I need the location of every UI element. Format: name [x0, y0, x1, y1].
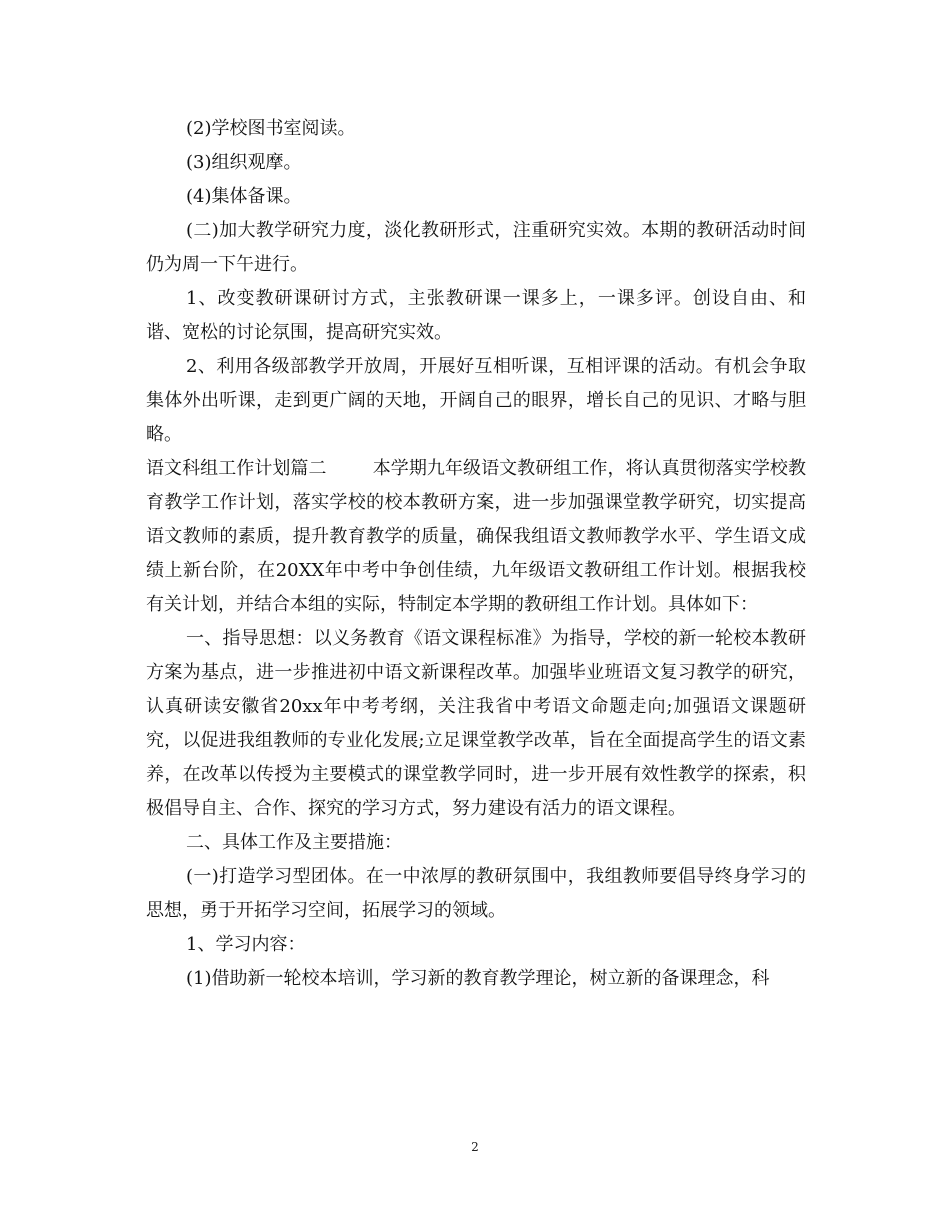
paragraph-6: 2、利用各级部教学开放周，开展好互相听课，互相评课的活动。有机会争取集体外出听课，走到更广阔的天地，开阔自己的眼界，增长自己的见识、才略与胆略。: [146, 356, 806, 445]
paragraph-5: 1、改变教研课研讨方式，主张教研课一课多上，一课多评。创设自由、和谐、宽松的讨论氛围，提高研究实效。: [146, 288, 806, 343]
page-body: [146, 112, 806, 996]
paragraph-11: 1、学习内容：: [186, 934, 306, 955]
paragraph-8: 一、指导思想：以义务教育《语文课程标准》为指导，学校的新一轮校本教研方案为基点，进一步推进初中语文新课程改革。加强毕业班语文复习教学的研究，认真研读安徽省20xx年中考考纲，关注我省中考语文命题走向;加强语文课题研究，以促进我组教师的专业化发展;立足课堂教学改革，旨在全面提高学生的语文素养，在改革以传授为主要模式的课堂教学同时，进一步开展有效性教学的探索，积极倡导自主、合作、探究的学习方式，努力建设有活力的语文课程。: [146, 628, 806, 819]
page-number: 2: [471, 1140, 479, 1154]
paragraph-9: 二、具体工作及主要措施：: [186, 832, 402, 853]
paragraph-4: (二)加大教学研究力度，淡化教研形式，注重研究实效。本期的教研活动时间仍为周一下午进行。: [146, 220, 806, 275]
paragraph-10: (一)打造学习型团体。在一中浓厚的教研氛围中，我组教师要倡导终身学习的思想，勇于开拓学习空间，拓展学习的领域。: [146, 866, 806, 921]
paragraph-2: (3)组织观摩。: [186, 152, 302, 173]
paragraph-1: (2)学校图书室阅读。: [186, 118, 356, 139]
paragraph-3: (4)集体备课。: [186, 186, 302, 207]
paragraph-7-section-heading: 语文科组工作计划篇二 本学期九年级语文教研组工作，将认真贯彻落实学校教育教学工作计划，落实学校的校本教研方案，进一步加强课堂教学研究，切实提高语文教师的素质，提升教育教学的质量，确保我组语文教师教学水平、学生语文成绩上新台阶，在20XX年中考中争创佳绩，九年级语文教研组工作计划。根据我校有关计划，并结合本组的实际，特制定本学期的教研组工作计划。具体如下：: [146, 458, 806, 615]
paragraph-12: (1)借助新一轮校本培训，学习新的教育教学理论，树立新的备课理念，科: [186, 968, 770, 989]
